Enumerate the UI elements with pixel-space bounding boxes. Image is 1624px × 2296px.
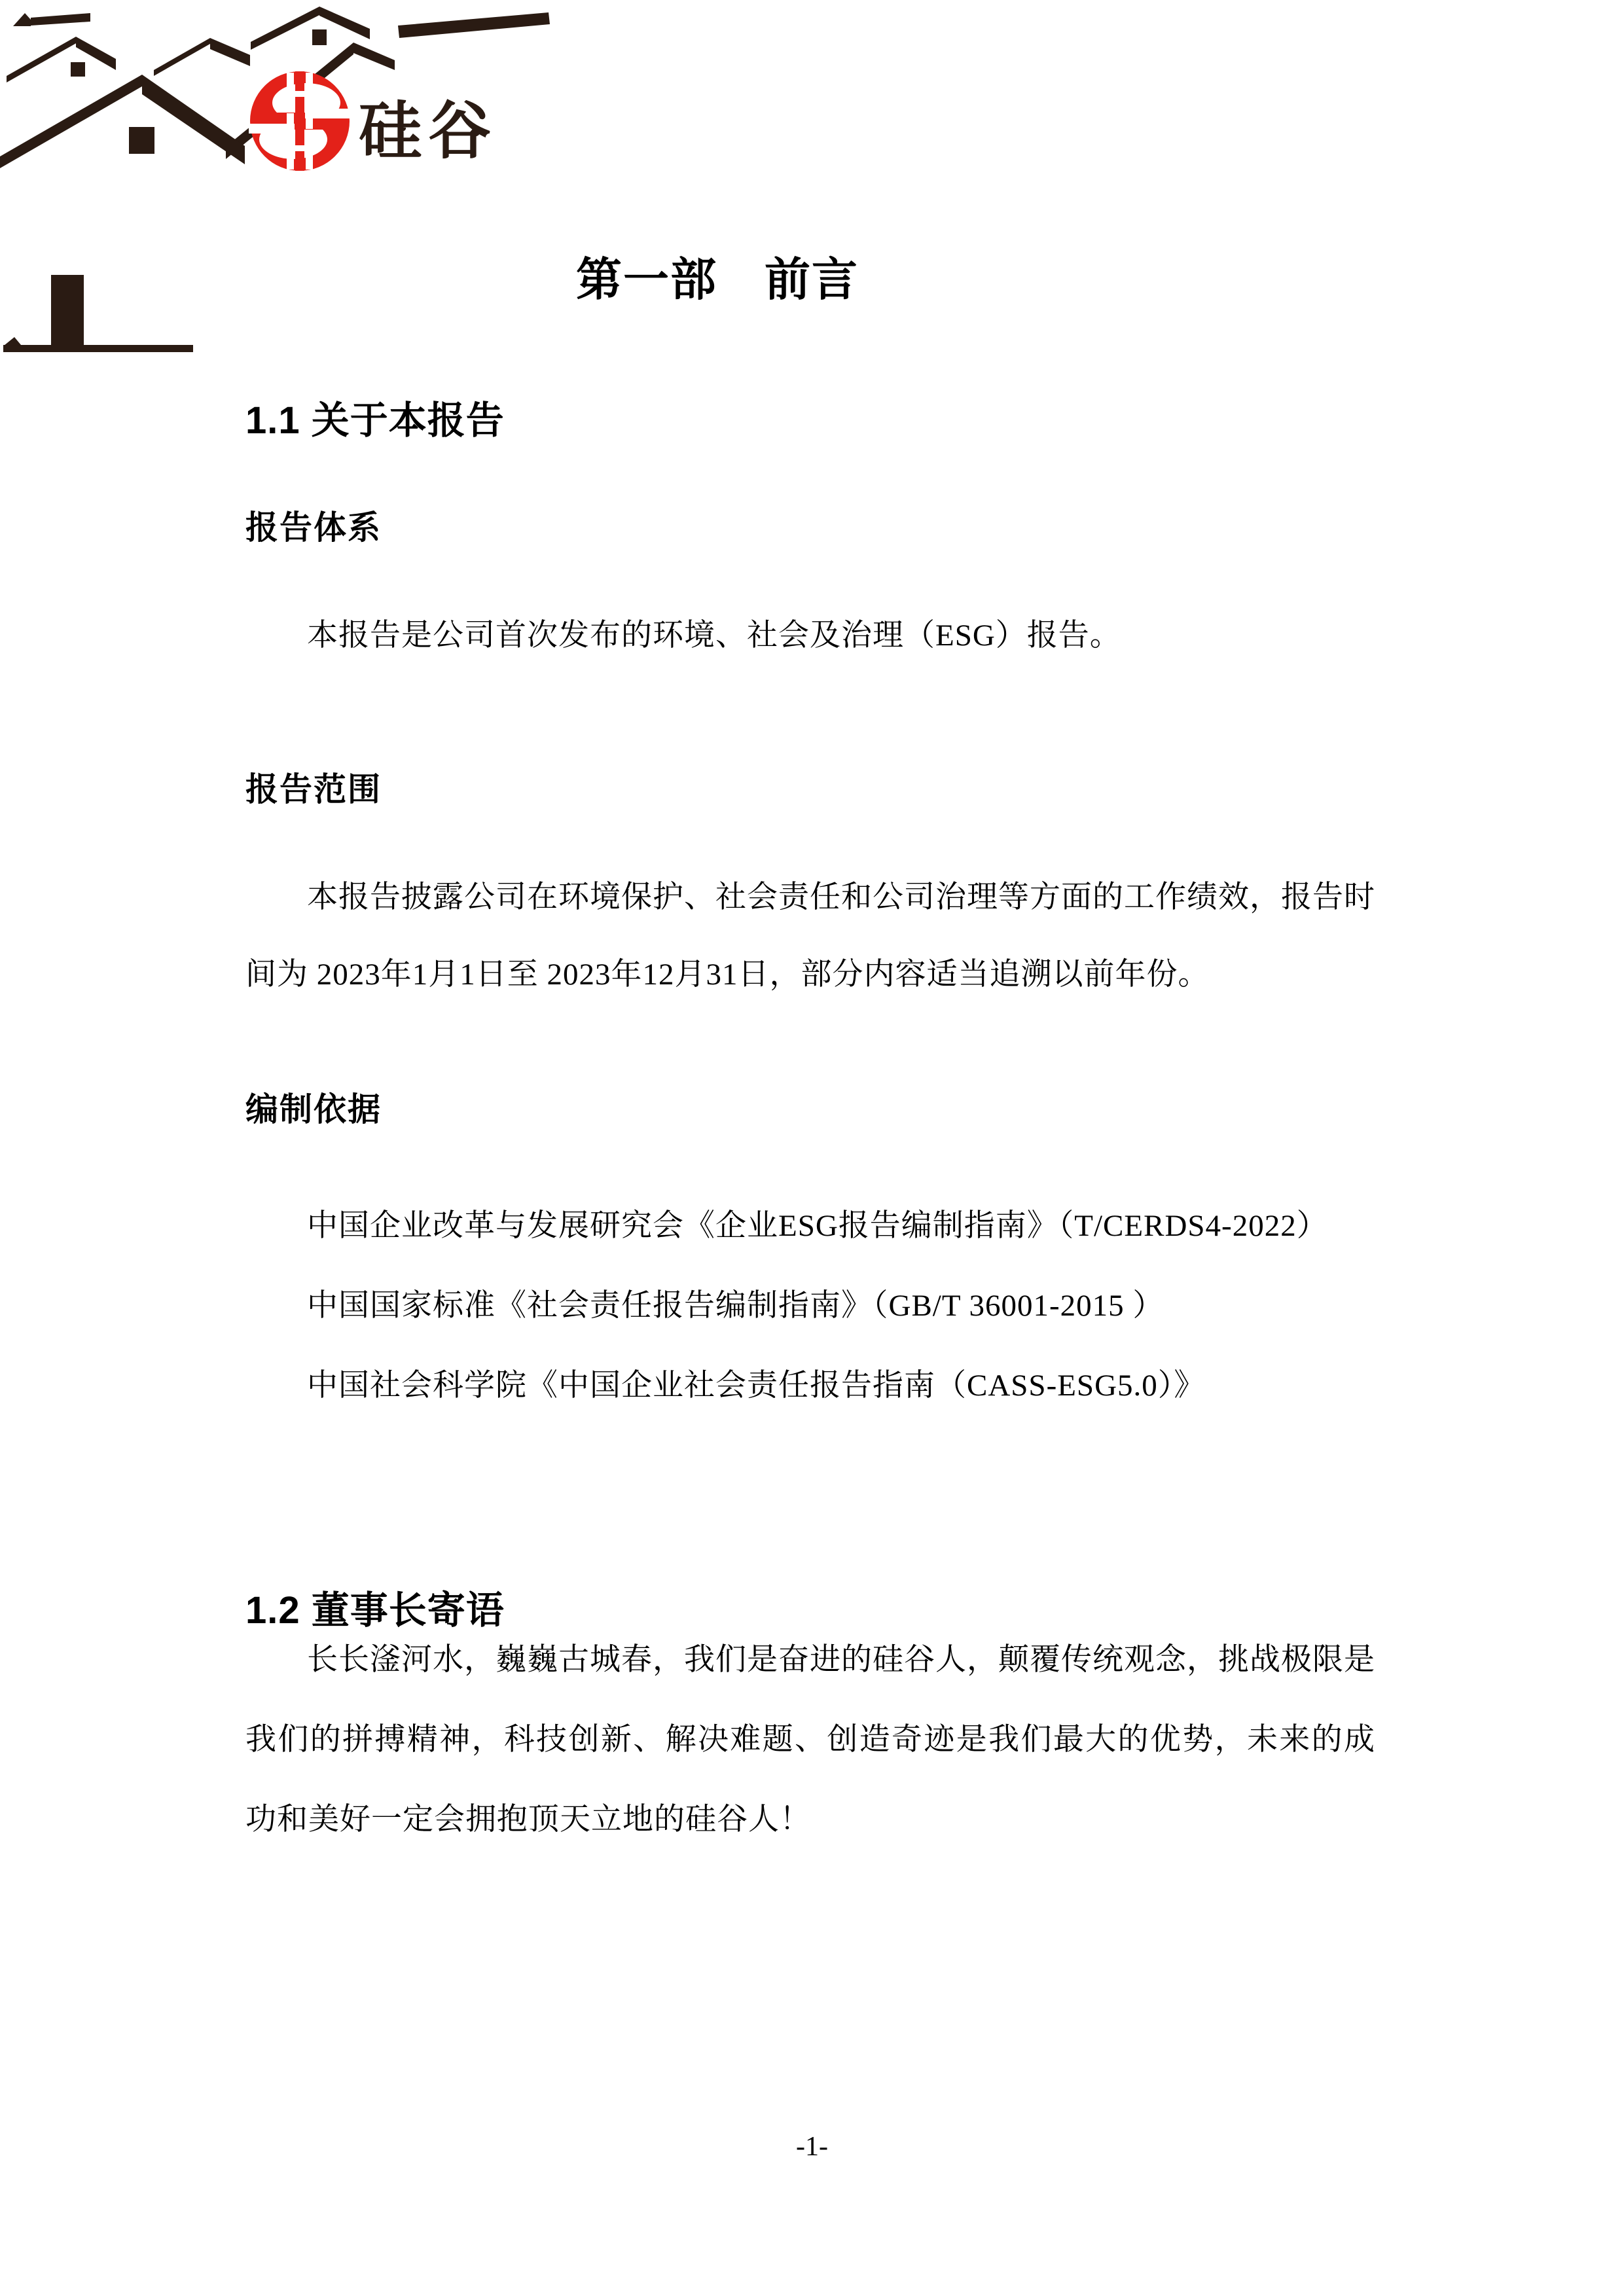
section-heading-1-2: 1.2 董事长寄语 <box>245 1589 505 1632</box>
rooftops-graphic <box>0 7 550 352</box>
paragraph-report-system: 本报告是公司首次发布的环境、社会及治理（ESG）报告。 <box>307 619 1121 653</box>
page-number: -1- <box>796 2132 828 2162</box>
paragraph-chairman-message: 长长滏河水，巍巍古城春，我们是奋进的硅谷人，颠覆传统观念，挑战极限是我们的拼搏精神，科技创新、解决难题、创造奇迹是我们最大的优势，未来的成功和美好一定会拥抱顶天立地的硅谷人！ <box>245 1643 1375 1837</box>
section-heading-1-1: 1.1 关于本报告 <box>245 399 505 442</box>
sub-heading-report-system: 报告体系 <box>245 509 382 546</box>
sub-heading-compilation-basis: 编制依据 <box>245 1091 382 1128</box>
logo-wordmark: 硅谷 <box>359 96 497 166</box>
reference-list <box>245 1186 1375 1426</box>
red-s-emblem-icon <box>249 71 351 171</box>
paragraph-report-scope: 本报告披露公司在环境保护、社会责任和公司治理等方面的工作绩效，报告时间为 2023年1月1日至 2023年12月31日，部分内容适当追溯以前年份。 <box>245 880 1375 992</box>
page-title: 第一部 前言 <box>576 253 859 305</box>
company-logo <box>0 5 550 359</box>
company-logo-graphic <box>0 5 550 359</box>
list-item: 中国国家标准《社会责任报告编制指南》（GB/T 36001-2015 ） <box>307 1289 1164 1323</box>
sub-heading-report-scope: 报告范围 <box>245 771 382 808</box>
list-item: 中国社会科学院《中国企业社会责任报告指南（CASS-ESG5.0）》 <box>307 1369 1206 1403</box>
list-item: 中国企业改革与发展研究会《企业ESG报告编制指南》（T/CERDS4-2022） <box>307 1209 1328 1243</box>
